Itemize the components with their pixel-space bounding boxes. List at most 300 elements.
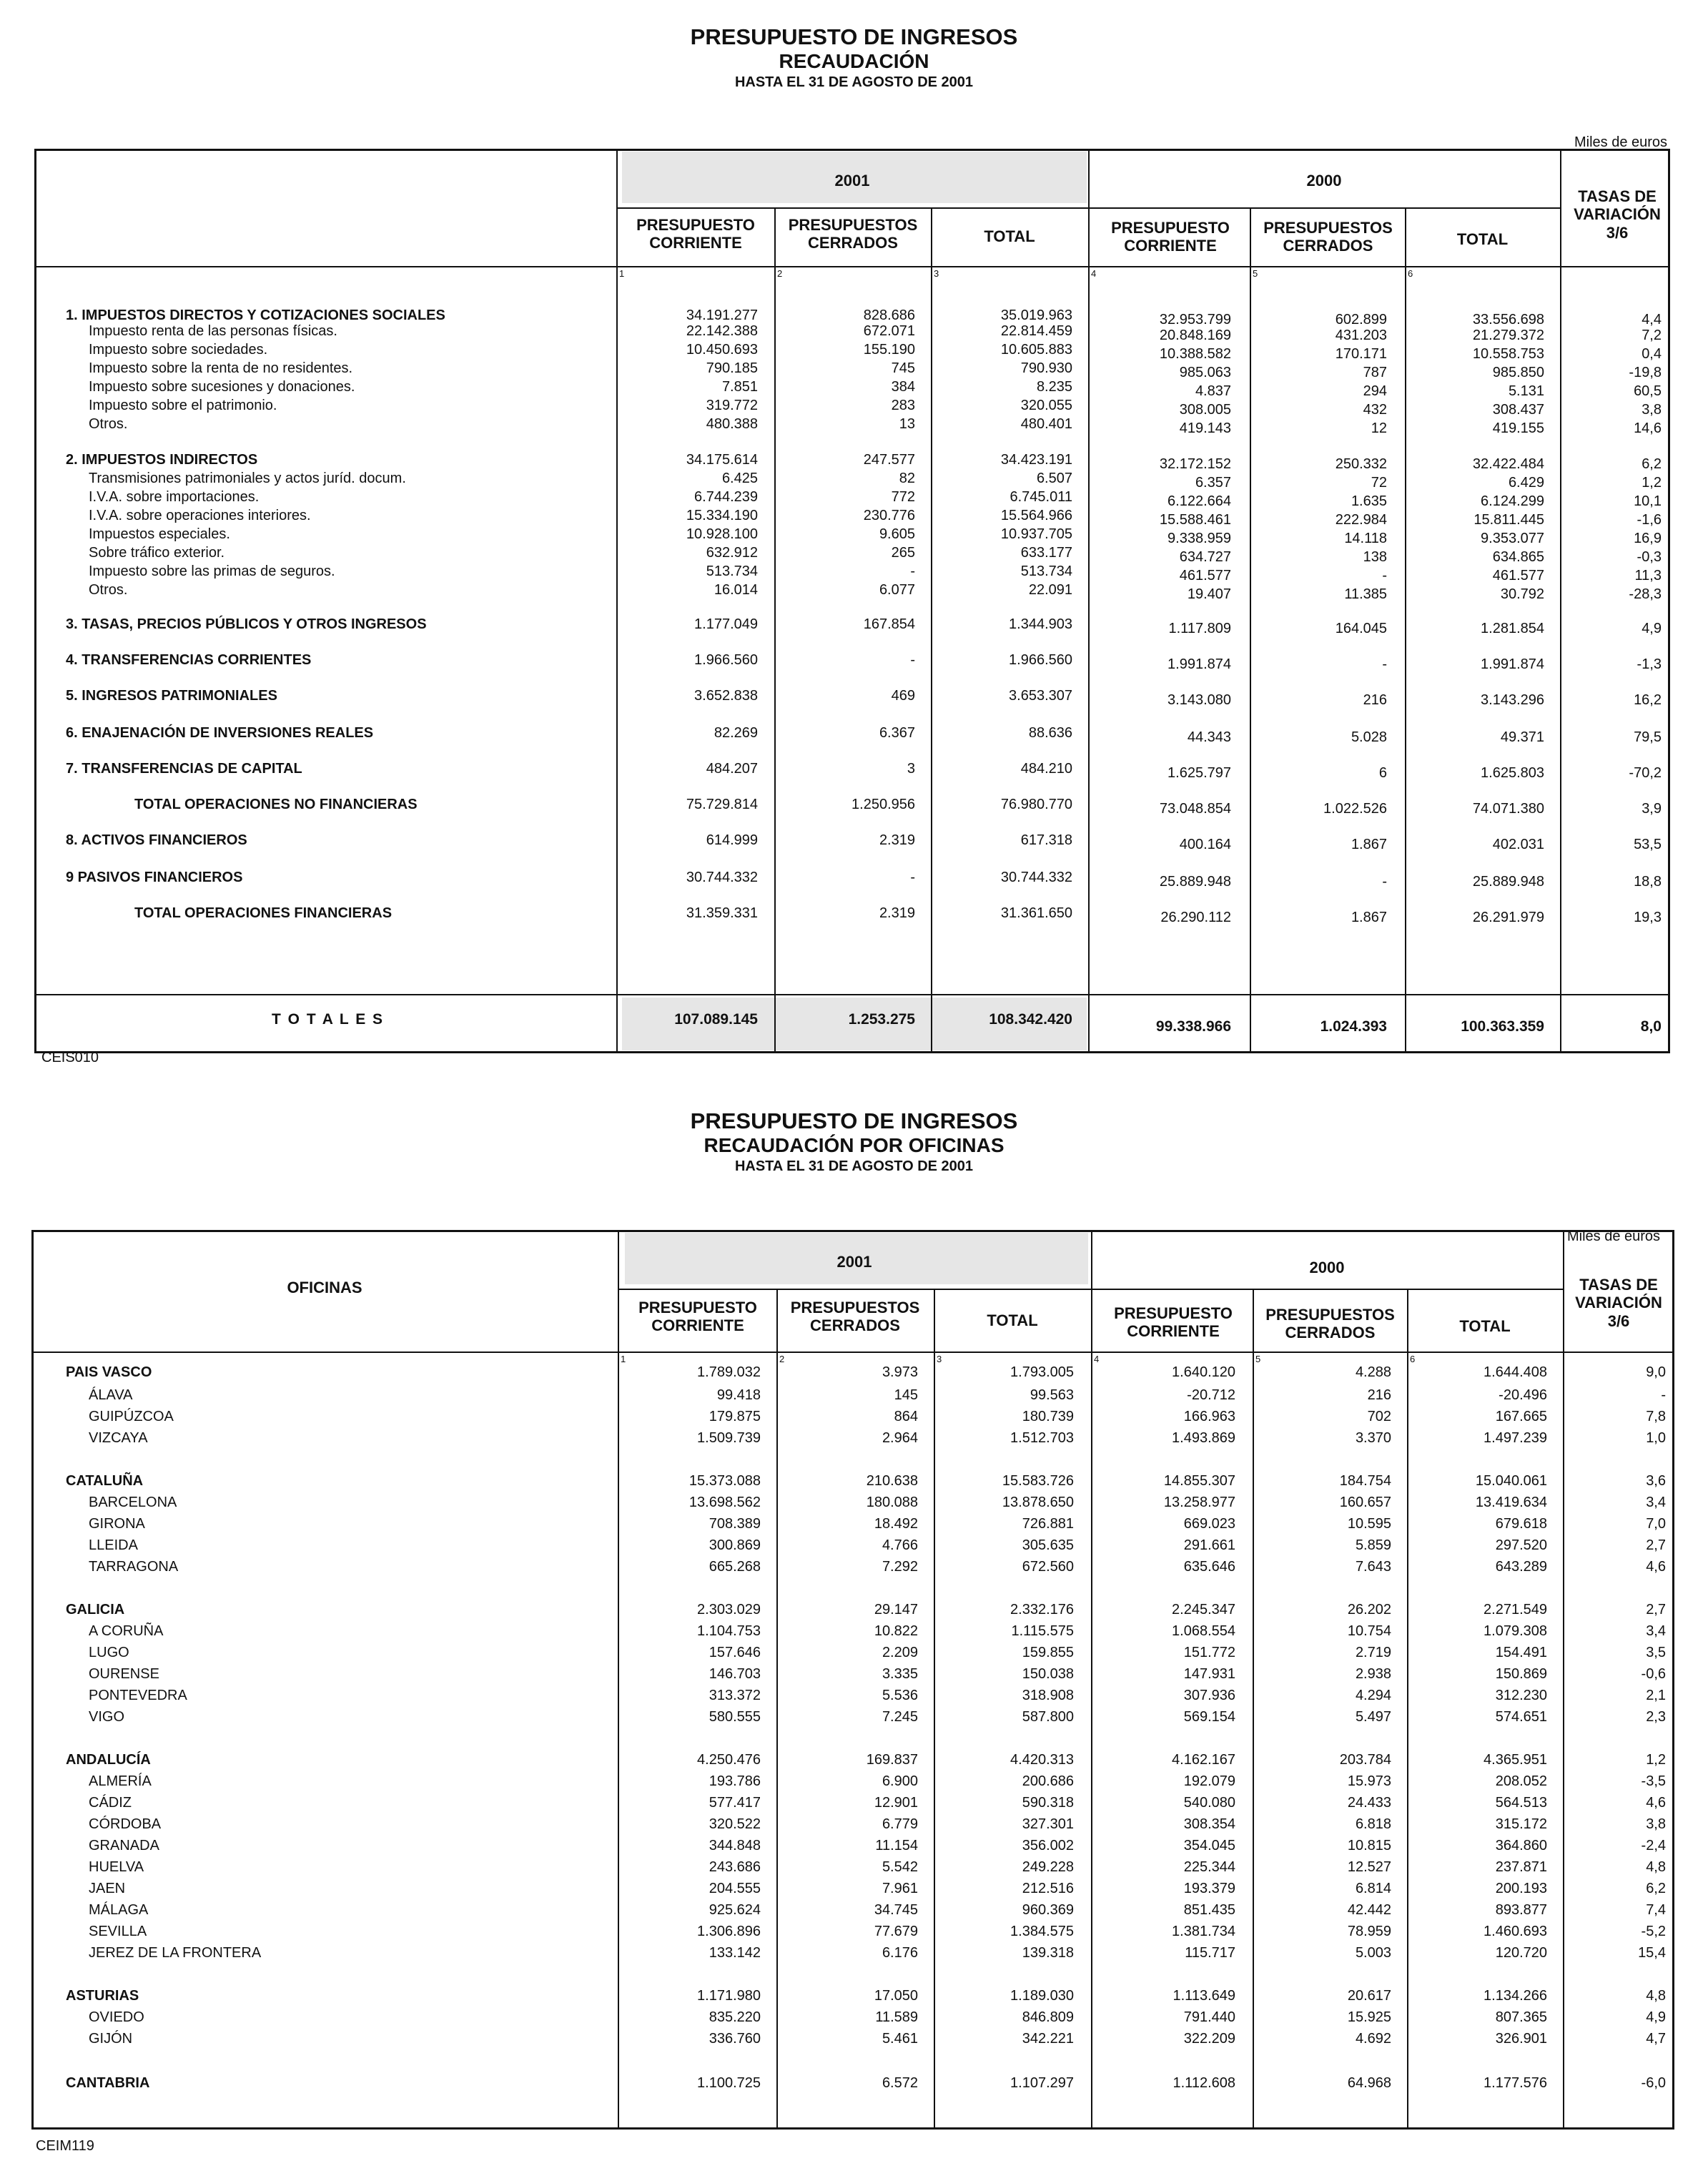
table-row (0, 342, 1708, 362)
cell-value: 6,2 (1642, 456, 1662, 472)
cell-value: 6.745.011 (1010, 489, 1072, 505)
cell-value: 10.450.693 (686, 342, 758, 358)
cell-value: 34.423.191 (1000, 452, 1072, 468)
cell-value: 75.729.814 (686, 797, 758, 812)
cell-value: - (910, 652, 915, 668)
cell-value: 6.367 (879, 725, 915, 741)
cell-value: 3 (907, 761, 915, 777)
table-row (0, 1387, 1708, 1403)
cell-value: 313.372 (709, 1688, 761, 1703)
cell-value: 155.190 (863, 342, 915, 358)
cell-value: 402.031 (1492, 837, 1544, 852)
cell-value: 3.973 (882, 1364, 918, 1380)
cell-value: 2.303.029 (697, 1602, 761, 1618)
cell-value: 3.370 (1355, 1430, 1391, 1446)
cell-value: 22.814.459 (1000, 323, 1072, 339)
cell-value: 170.171 (1335, 346, 1387, 362)
table2-hline (31, 1352, 1674, 1353)
table2-colnum: 5 (1255, 1354, 1261, 1364)
cell-value: 4,9 (1642, 621, 1662, 636)
table-row (0, 1666, 1708, 1682)
cell-value: 99.563 (1030, 1387, 1074, 1403)
cell-value: 1,2 (1642, 475, 1662, 491)
cell-value: 6.357 (1195, 475, 1231, 491)
cell-value: 12.527 (1347, 1859, 1391, 1875)
cell-value: 3.143.080 (1168, 692, 1231, 708)
cell-value: 12 (1371, 420, 1387, 436)
cell-value: 1.625.803 (1481, 765, 1544, 781)
table-row (0, 1859, 1708, 1875)
cell-value: 13.878.650 (1002, 1495, 1074, 1510)
table1-code: CEIS010 (41, 1050, 99, 1065)
table1-col-corriente-2000: PRESUPUESTO CORRIENTE (1111, 219, 1230, 255)
cell-value: 344.848 (709, 1838, 761, 1853)
cell-value: 150.038 (1022, 1666, 1074, 1682)
cell-value: 22.091 (1028, 582, 1072, 598)
cell-value: - (910, 563, 915, 579)
table2-subtitle: RECAUDACIÓN POR OFICINAS (704, 1134, 1004, 1156)
cell-value: 146.703 (709, 1666, 761, 1682)
cell-value: 1.100.725 (697, 2075, 761, 2091)
cell-value: -1,3 (1637, 656, 1662, 672)
cell-value: 26.290.112 (1160, 910, 1231, 925)
cell-value: 15,4 (1638, 1945, 1666, 1961)
cell-value: -28,3 (1629, 586, 1662, 602)
cell-value: 5.497 (1355, 1709, 1391, 1725)
cell-value: 15.973 (1347, 1773, 1391, 1789)
cell-value: 147.931 (1183, 1666, 1235, 1682)
cell-value: 33.556.698 (1472, 312, 1544, 328)
table-row (0, 1773, 1708, 1789)
cell-value: 419.155 (1492, 420, 1544, 436)
cell-value: 7.292 (882, 1559, 918, 1575)
cell-value: 5.859 (1355, 1537, 1391, 1553)
table-row (0, 616, 1708, 636)
cell-value: 3,4 (1646, 1623, 1666, 1639)
cell-value: 12.901 (874, 1795, 918, 1811)
table-row (0, 508, 1708, 528)
cell-value: 139.318 (1022, 1945, 1074, 1961)
table-row (0, 452, 1708, 472)
row-label: 2. IMPUESTOS INDIRECTOS (66, 452, 258, 468)
cell-value: 3.652.838 (694, 688, 758, 704)
cell-value: 180.739 (1022, 1409, 1074, 1424)
cell-value: 4.162.167 (1172, 1752, 1235, 1768)
cell-value: 1.493.869 (1172, 1430, 1235, 1446)
cell-value: 635.646 (1183, 1559, 1235, 1575)
row-label: Impuesto sobre las primas de seguros. (89, 563, 335, 579)
table1-date: HASTA EL 31 DE AGOSTO DE 2001 (734, 74, 974, 90)
cell-value: 1,0 (1646, 1430, 1666, 1446)
table-row (0, 1645, 1708, 1660)
row-label: 9 PASIVOS FINANCIEROS (66, 870, 243, 885)
row-label: Sobre tráfico exterior. (89, 545, 225, 561)
cell-value: 312.230 (1495, 1688, 1547, 1703)
table-row (0, 1364, 1708, 1380)
table1-title: PRESUPUESTO DE INGRESOS (690, 24, 1018, 49)
cell-value: 72 (1371, 475, 1387, 491)
cell-value: 322.209 (1183, 2031, 1235, 2047)
row-label: GALICIA (66, 1602, 125, 1618)
cell-value: 315.172 (1495, 1816, 1547, 1832)
cell-value: 167.854 (863, 616, 915, 632)
cell-value: 590.318 (1022, 1795, 1074, 1811)
table-row (0, 1838, 1708, 1853)
cell-value: 159.855 (1022, 1645, 1074, 1660)
row-label: GUIPÚZCOA (89, 1409, 174, 1424)
cell-value: 851.435 (1183, 1902, 1235, 1918)
cell-value: 77.679 (874, 1924, 918, 1939)
table-row (0, 563, 1708, 584)
cell-value: 1,2 (1646, 1752, 1666, 1768)
cell-value: 300.869 (709, 1537, 761, 1553)
cell-value: 17.050 (874, 1988, 918, 2004)
cell-value: 1.115.575 (1011, 1623, 1074, 1639)
cell-value: 11,3 (1634, 568, 1662, 584)
cell-value: 1.189.030 (1010, 1988, 1074, 2004)
table1-year-2000: 2000 (1306, 172, 1342, 189)
row-label: ÁLAVA (89, 1387, 133, 1403)
cell-value: 342.221 (1022, 2031, 1074, 2047)
cell-value: 10.815 (1347, 1838, 1391, 1853)
cell-value: 200.193 (1495, 1881, 1547, 1896)
row-label: TARRAGONA (89, 1559, 179, 1575)
cell-value: 32.953.799 (1159, 312, 1231, 328)
cell-value: 64.968 (1347, 2075, 1391, 2091)
cell-value: -5,2 (1641, 1924, 1666, 1939)
cell-value: 319.772 (706, 398, 758, 413)
cell-value: 6.572 (882, 2075, 918, 2091)
table-row (0, 761, 1708, 781)
table-row (0, 526, 1708, 546)
table-row (0, 398, 1708, 418)
table1-colnum: 4 (1091, 268, 1097, 279)
cell-value: 18.492 (874, 1516, 918, 1532)
cell-value: 74.071.380 (1472, 801, 1544, 817)
table-row (0, 725, 1708, 745)
cell-value: 828.686 (863, 307, 915, 323)
cell-value: 480.401 (1020, 416, 1072, 432)
table-row (0, 489, 1708, 509)
cell-value: 15.925 (1347, 2009, 1391, 2025)
cell-value: 587.800 (1022, 1709, 1074, 1725)
cell-value: 320.522 (709, 1816, 761, 1832)
table2-col-corriente-2001: PRESUPUESTO CORRIENTE (638, 1299, 757, 1335)
cell-value: 2.332.176 (1010, 1602, 1074, 1618)
cell-value: 580.555 (709, 1709, 761, 1725)
cell-value: 19.407 (1187, 586, 1231, 602)
cell-value: 1.177.049 (694, 616, 758, 632)
cell-value: 6 (1378, 765, 1387, 781)
cell-value: 6.122.664 (1168, 493, 1231, 509)
cell-value: 308.354 (1183, 1816, 1235, 1832)
cell-value: 10.388.582 (1159, 346, 1231, 362)
cell-value: 10.605.883 (1000, 342, 1072, 358)
cell-value: 2.938 (1355, 1666, 1391, 1682)
cell-value: 1.460.693 (1484, 1924, 1547, 1939)
cell-value: 308.005 (1179, 402, 1231, 418)
cell-value: - (1382, 656, 1387, 672)
cell-value: 726.881 (1022, 1516, 1074, 1532)
cell-value: 10.558.753 (1472, 346, 1544, 362)
cell-value: 8.235 (1036, 379, 1072, 395)
cell-value: 461.577 (1179, 568, 1231, 584)
cell-value: 1.644.408 (1484, 1364, 1547, 1380)
table1-hline (34, 994, 1670, 995)
cell-value: 1.381.734 (1172, 1924, 1235, 1939)
cell-value: 208.052 (1495, 1773, 1547, 1789)
cell-value: 1.497.239 (1484, 1430, 1547, 1446)
cell-value: 1.250.956 (851, 797, 915, 812)
row-label: Impuesto sobre el patrimonio. (89, 398, 277, 413)
cell-value: 25.889.948 (1159, 874, 1231, 890)
cell-value: 34.745 (874, 1902, 918, 1918)
table-row (0, 1688, 1708, 1703)
cell-value: 807.365 (1495, 2009, 1547, 2025)
cell-value: 2.245.347 (1172, 1602, 1235, 1618)
cell-value: 250.332 (1335, 456, 1387, 472)
table-row (0, 1559, 1708, 1575)
cell-value: 9.353.077 (1481, 531, 1544, 546)
row-label: BARCELONA (89, 1495, 177, 1510)
row-label: ALMERÍA (89, 1773, 152, 1789)
row-label: LUGO (89, 1645, 129, 1660)
table2-units: Miles de euros (1567, 1229, 1661, 1244)
cell-value: 30.792 (1500, 586, 1544, 602)
row-label: PAIS VASCO (66, 1364, 152, 1380)
cell-value: 73.048.854 (1159, 801, 1231, 817)
cell-value: 42.442 (1347, 1902, 1391, 1918)
cell-value: 15.040.061 (1475, 1473, 1547, 1489)
cell-value: 192.079 (1183, 1773, 1235, 1789)
table-row (0, 905, 1708, 925)
cell-value: 150.869 (1495, 1666, 1547, 1682)
cell-value: 5.536 (882, 1688, 918, 1703)
cell-value: 20.848.169 (1159, 328, 1231, 343)
cell-value: 354.045 (1183, 1838, 1235, 1853)
cell-value: - (1661, 1387, 1666, 1403)
row-label: MÁLAGA (89, 1902, 149, 1918)
table2-col-total-2001: TOTAL (987, 1311, 1038, 1329)
row-label: Impuesto renta de las personas físicas. (89, 323, 337, 339)
cell-value: 157.646 (709, 1645, 761, 1660)
cell-value: 893.877 (1495, 1902, 1547, 1918)
totals-value: 99.338.966 (1155, 1018, 1231, 1035)
row-label: JEREZ DE LA FRONTERA (89, 1945, 262, 1961)
row-label: Impuesto sobre la renta de no residentes. (89, 360, 353, 376)
table-row (0, 1623, 1708, 1639)
cell-value: 9.605 (879, 526, 915, 542)
cell-value: 15.811.445 (1473, 512, 1544, 528)
cell-value: 11.154 (875, 1838, 918, 1853)
cell-value: 88.636 (1028, 725, 1072, 741)
cell-value: 1.512.703 (1010, 1430, 1074, 1446)
cell-value: 76.980.770 (1000, 797, 1072, 812)
cell-value: 1.104.753 (697, 1623, 761, 1639)
table1-col-total-2000: TOTAL (1456, 230, 1509, 248)
cell-value: 26.202 (1347, 1602, 1391, 1618)
cell-value: 26.291.979 (1472, 910, 1544, 925)
cell-value: 4,9 (1646, 2009, 1666, 2025)
cell-value: -6,0 (1641, 2075, 1666, 2091)
cell-value: 16,9 (1634, 531, 1662, 546)
cell-value: 6.124.299 (1481, 493, 1544, 509)
cell-value: 10,1 (1634, 493, 1662, 509)
cell-value: 772 (891, 489, 915, 505)
cell-value: 115.717 (1185, 1945, 1235, 1961)
table2-col-oficinas: OFICINAS (287, 1279, 362, 1296)
row-label: Transmisiones patrimoniales y actos juríd. docum. (89, 471, 406, 486)
cell-value: 1.068.554 (1172, 1623, 1235, 1639)
cell-value: 225.344 (1183, 1859, 1235, 1875)
cell-value: 0,4 (1642, 346, 1662, 362)
cell-value: 283 (891, 398, 915, 413)
cell-value: 4.837 (1195, 383, 1231, 399)
cell-value: 145 (894, 1387, 918, 1403)
cell-value: 632.912 (706, 545, 758, 561)
cell-value: 985.850 (1492, 365, 1544, 380)
cell-value: 216 (1363, 692, 1387, 708)
table-row (0, 1945, 1708, 1961)
cell-value: 864 (894, 1409, 918, 1424)
cell-value: 13.258.977 (1163, 1495, 1235, 1510)
cell-value: 31.361.650 (1000, 905, 1072, 921)
table2-year-2001: 2001 (836, 1253, 872, 1271)
cell-value: 203.784 (1339, 1752, 1391, 1768)
cell-value: 791.440 (1183, 2009, 1235, 2025)
cell-value: 82.269 (714, 725, 758, 741)
cell-value: 297.520 (1495, 1537, 1547, 1553)
row-label: 7. TRANSFERENCIAS DE CAPITAL (66, 761, 302, 777)
table-row (0, 2075, 1708, 2091)
cell-value: 1.281.854 (1481, 621, 1544, 636)
cell-value: 29.147 (874, 1602, 918, 1618)
cell-value: 15.564.966 (1000, 508, 1072, 523)
cell-value: 3,4 (1646, 1495, 1666, 1510)
cell-value: 461.577 (1492, 568, 1544, 584)
cell-value: -2,4 (1641, 1838, 1666, 1853)
cell-value: 307.936 (1183, 1688, 1235, 1703)
cell-value: 249.228 (1022, 1859, 1074, 1875)
cell-value: 1.107.297 (1010, 2075, 1074, 2091)
cell-value: 336.760 (709, 2031, 761, 2047)
cell-value: 1.509.739 (697, 1430, 761, 1446)
cell-value: 1.134.266 (1484, 1988, 1547, 2004)
row-label: LLEIDA (89, 1537, 138, 1553)
cell-value: 985.063 (1179, 365, 1231, 380)
cell-value: 1.117.809 (1168, 621, 1231, 636)
table2-colnum: 2 (779, 1354, 785, 1364)
cell-value: 2.209 (882, 1645, 918, 1660)
row-label: 4. TRANSFERENCIAS CORRIENTES (66, 652, 312, 668)
cell-value: 400.164 (1179, 837, 1231, 852)
cell-value: 7.961 (882, 1881, 918, 1896)
cell-value: 294 (1363, 383, 1387, 399)
cell-value: 1.171.980 (697, 1988, 761, 2004)
cell-value: 13 (899, 416, 915, 432)
cell-value: 49.371 (1500, 729, 1544, 745)
cell-value: - (1382, 874, 1387, 890)
cell-value: 79,5 (1634, 729, 1662, 745)
table-row (0, 1752, 1708, 1768)
cell-value: 2,1 (1646, 1688, 1666, 1703)
cell-value: 7,2 (1642, 328, 1662, 343)
cell-value: 133.142 (709, 1945, 761, 1961)
cell-value: 21.279.372 (1472, 328, 1544, 343)
cell-value: 19,3 (1634, 910, 1662, 925)
cell-value: 484.210 (1020, 761, 1072, 777)
cell-value: 513.734 (706, 563, 758, 579)
cell-value: 634.865 (1492, 549, 1544, 565)
cell-value: 484.207 (706, 761, 758, 777)
cell-value: 216 (1367, 1387, 1391, 1403)
table2-hline (618, 1289, 1563, 1290)
table-row (0, 1516, 1708, 1532)
cell-value: 82 (899, 471, 915, 486)
cell-value: 925.624 (709, 1902, 761, 1918)
cell-value: 154.491 (1495, 1645, 1547, 1660)
cell-value: 4.420.313 (1010, 1752, 1074, 1768)
cell-value: 4,6 (1646, 1559, 1666, 1575)
cell-value: 15.588.461 (1159, 512, 1231, 528)
cell-value: 1.991.874 (1481, 656, 1544, 672)
table1-col-cerrados-2001: PRESUPUESTOS CERRADOS (788, 216, 918, 252)
cell-value: 790.185 (706, 360, 758, 376)
cell-value: 169.837 (866, 1752, 918, 1768)
cell-value: 7.643 (1355, 1559, 1391, 1575)
table1-col-cerrados-2000: PRESUPUESTOS CERRADOS (1263, 219, 1393, 255)
cell-value: 1.867 (1351, 910, 1387, 925)
cell-value: 14.855.307 (1163, 1473, 1235, 1489)
totals-value: 100.363.359 (1461, 1018, 1544, 1035)
cell-value: 138 (1363, 549, 1387, 565)
table1-col-total-2001: TOTAL (984, 227, 1035, 245)
cell-value: 2,7 (1646, 1537, 1666, 1553)
cell-value: 9,0 (1646, 1364, 1666, 1380)
row-label: OVIEDO (89, 2009, 144, 2025)
cell-value: 745 (891, 360, 915, 376)
row-label: Otros. (89, 582, 128, 598)
cell-value: 1.384.575 (1010, 1924, 1074, 1939)
cell-value: 16,2 (1634, 692, 1662, 708)
cell-value: 32.422.484 (1472, 456, 1544, 472)
cell-value: 265 (891, 545, 915, 561)
table-row (0, 1537, 1708, 1553)
totals-value: 108.342.420 (989, 1011, 1072, 1028)
cell-value: 643.289 (1495, 1559, 1547, 1575)
cell-value: 210.638 (866, 1473, 918, 1489)
cell-value: 291.661 (1183, 1537, 1235, 1553)
cell-value: 787 (1363, 365, 1387, 380)
cell-value: 5.542 (882, 1859, 918, 1875)
row-label: 6. ENAJENACIÓN DE INVERSIONES REALES (66, 725, 374, 741)
cell-value: 4.692 (1355, 2031, 1391, 2047)
table1-totals-label: T O T A L E S (272, 1011, 385, 1028)
cell-value: 5.003 (1355, 1945, 1391, 1961)
table-row (0, 1473, 1708, 1489)
cell-value: 419.143 (1179, 420, 1231, 436)
cell-value: 237.871 (1495, 1859, 1547, 1875)
cell-value: 247.577 (863, 452, 915, 468)
cell-value: 326.901 (1495, 2031, 1547, 2047)
cell-value: 2.319 (879, 832, 915, 848)
row-label: TOTAL OPERACIONES FINANCIERAS (134, 905, 393, 921)
cell-value: 308.437 (1492, 402, 1544, 418)
cell-value: 160.657 (1339, 1495, 1391, 1510)
cell-value: 10.754 (1347, 1623, 1391, 1639)
table2-date: HASTA EL 31 DE AGOSTO DE 2001 (734, 1158, 974, 1174)
cell-value: 4.766 (882, 1537, 918, 1553)
